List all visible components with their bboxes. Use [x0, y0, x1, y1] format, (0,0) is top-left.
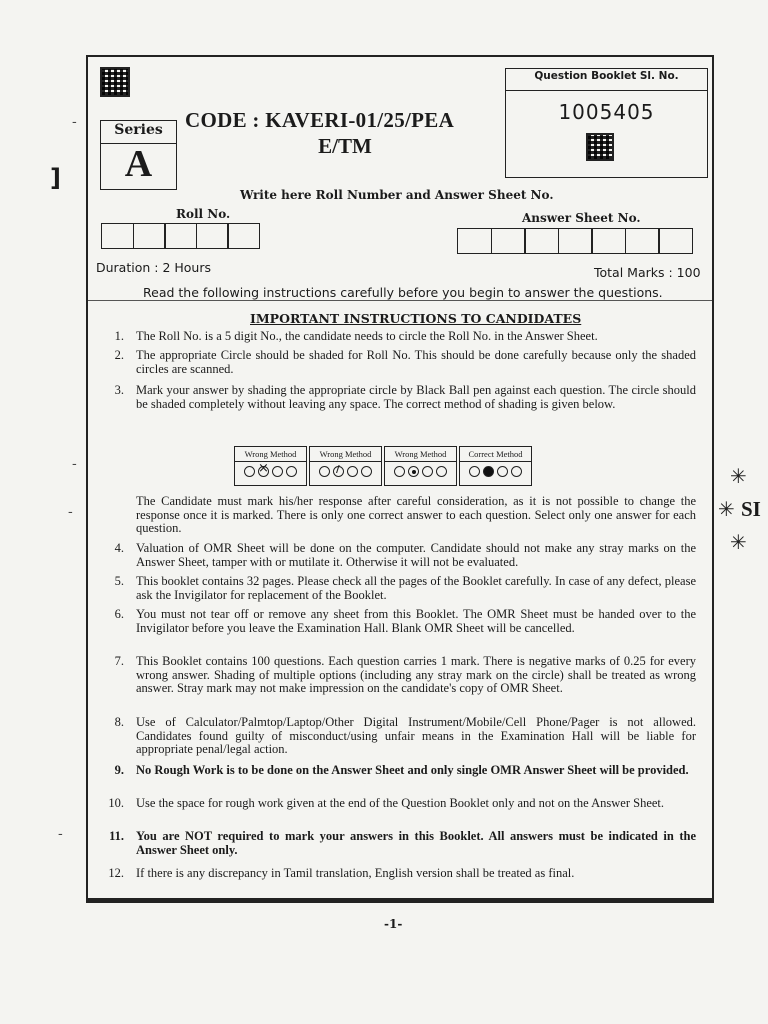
omr-circle-ticked [333, 466, 344, 477]
total-marks: Total Marks : 100 [594, 265, 701, 280]
instruction-number: 1. [114, 329, 124, 343]
instruction-text: Use the space for rough work given at the end of the Question Booklet only and not on the Answer Sheet. [136, 796, 665, 810]
star-icon: ✳ [730, 464, 747, 488]
read-instructions-line: Read the following instructions carefully before you begin to answer the questions. [143, 285, 663, 300]
omr-circle [394, 466, 405, 477]
instruction-number: 8. [114, 715, 124, 729]
answer-digit-box[interactable] [457, 228, 492, 254]
method-box [384, 446, 457, 486]
roll-digit-box[interactable] [227, 223, 260, 249]
answer-digit-box[interactable] [524, 228, 559, 254]
divider [505, 90, 708, 91]
method-label: Wrong Method [235, 447, 306, 462]
omr-circle [244, 466, 255, 477]
omr-circle [361, 466, 372, 477]
answer-digit-box[interactable] [658, 228, 693, 254]
divider [88, 300, 712, 301]
shading-methods [234, 446, 534, 486]
qr-code-icon [100, 67, 130, 97]
omr-circle [511, 466, 522, 477]
method-label: Correct Method [460, 447, 531, 462]
instruction-text: You are NOT required to mark your answers in this Booklet. All answers must be indicated in the Answer Sheet only. [136, 829, 696, 857]
qr-code-icon [586, 133, 614, 161]
instruction-text: You must not tear off or remove any sheet from this Booklet. The OMR Sheet must be handed over to the Invigilator before you leave the Examination Hall. Blank OMR Sheet will be cancelled. [136, 607, 696, 635]
instruction-text: If there is any discrepancy in Tamil translation, English version shall be treated as final. [136, 866, 575, 880]
omr-circle [469, 466, 480, 477]
margin-dash: - [72, 114, 77, 130]
roll-heading: Write here Roll Number and Answer Sheet No. [240, 188, 554, 202]
instruction-text: The Roll No. is a 5 digit No., the candidate needs to circle the Roll No. in the Answer Sheet. [136, 329, 598, 343]
instruction-text: Use of Calculator/Palmtop/Laptop/Other Digital Instrument/Mobile/Cell Phone/Pager is not allowed. Candidates found guilty of misconduct/using unfair means in the Examination Hall will be liable for appropriate penal/legal action. [136, 715, 696, 756]
duration: Duration : 2 Hours [96, 260, 211, 275]
omr-circle [347, 466, 358, 477]
answer-sheet-boxes[interactable] [457, 228, 692, 254]
instruction-text: The appropriate Circle should be shaded for Roll No. This should be done carefully because only the shaded circles are scanned. [136, 348, 696, 376]
roll-digit-box[interactable] [101, 223, 134, 249]
omr-circle [422, 466, 433, 477]
method-box [309, 446, 382, 486]
instruction-number: 12. [108, 866, 124, 880]
series-label: Series [114, 122, 163, 138]
booklet-serial-label: Question Booklet Sl. No. [534, 70, 679, 82]
omr-circle [319, 466, 330, 477]
series-letter: A [124, 143, 153, 185]
star-icon: ✳ [718, 497, 735, 521]
instruction-text: The Candidate must mark his/her response after careful consideration, as it is not possible to change the response once it is marked. There is only one correct answer to each question. Select only one answer for each question. [136, 494, 696, 535]
omr-circle-dotted [408, 466, 419, 477]
answer-digit-box[interactable] [491, 228, 526, 254]
omr-circle-crossed [258, 466, 269, 477]
omr-circle [272, 466, 283, 477]
answer-sheet-label: Answer Sheet No. [522, 211, 641, 225]
answer-digit-box[interactable] [625, 228, 660, 254]
roll-digit-box[interactable] [196, 223, 229, 249]
instruction-text: Valuation of OMR Sheet will be done on the computer. Candidate should not make any stray marks on the Answer Sheet, tamper with or mutilate it. Otherwise it will not be evaluated. [136, 541, 696, 569]
method-label: Wrong Method [310, 447, 381, 462]
exam-code: CODE : KAVERI-01/25/PEA [185, 108, 455, 132]
roll-number-boxes[interactable] [101, 223, 259, 249]
answer-digit-box[interactable] [558, 228, 593, 254]
instruction-number: 11. [109, 829, 124, 843]
instruction-number: 7. [114, 654, 124, 668]
instruction-number: 9. [114, 763, 124, 777]
exam-code-suffix: E/TM [318, 134, 372, 158]
star-icon: ✳ [730, 530, 747, 554]
instruction-text: This Booklet contains 100 questions. Each question carries 1 mark. There is negative marks of 0.25 for every wrong answer. Shading of multiple options (including any stray mark on the circle) shall be treated as wrong answer. Stray mark may not make impression on the candidate's copy of OMR Sheet. [136, 654, 696, 695]
instruction-number: 3. [114, 383, 124, 397]
instruction-number: 10. [108, 796, 124, 810]
side-cut-text: SI [741, 497, 761, 521]
method-label: Wrong Method [385, 447, 456, 462]
omr-circle [286, 466, 297, 477]
instruction-number: 5. [114, 574, 124, 588]
roll-no-label: Roll No. [176, 207, 231, 221]
instructions-title: IMPORTANT INSTRUCTIONS TO CANDIDATES [250, 311, 582, 326]
instruction-number: 2. [114, 348, 124, 362]
roll-digit-box[interactable] [164, 223, 197, 249]
answer-digit-box[interactable] [591, 228, 626, 254]
omr-circle [436, 466, 447, 477]
instruction-number: 4. [114, 541, 124, 555]
margin-dash: - [58, 826, 63, 842]
margin-dash: - [68, 504, 73, 520]
method-box [459, 446, 532, 486]
omr-circle [497, 466, 508, 477]
omr-circle-filled [483, 466, 494, 477]
booklet-serial-number: 1005405 [558, 100, 655, 124]
instruction-number: 6. [114, 607, 124, 621]
margin-dash: - [72, 456, 77, 472]
instruction-text: This booklet contains 32 pages. Please check all the pages of the Booklet carefully. In case of any defect, please ask the Invigilator for replacement of the Booklet. [136, 574, 696, 602]
page-number: -1- [384, 917, 403, 931]
instruction-text: Mark your answer by shading the appropriate circle by Black Ball pen against each question. The circle should be shaded completely without leaving any space. The correct method of shading is given below. [136, 383, 696, 411]
instruction-text: No Rough Work is to be done on the Answer Sheet and only single OMR Answer Sheet will be provided. [136, 763, 689, 777]
method-box [234, 446, 307, 486]
left-bracket-mark: ] [50, 164, 61, 192]
roll-digit-box[interactable] [133, 223, 166, 249]
